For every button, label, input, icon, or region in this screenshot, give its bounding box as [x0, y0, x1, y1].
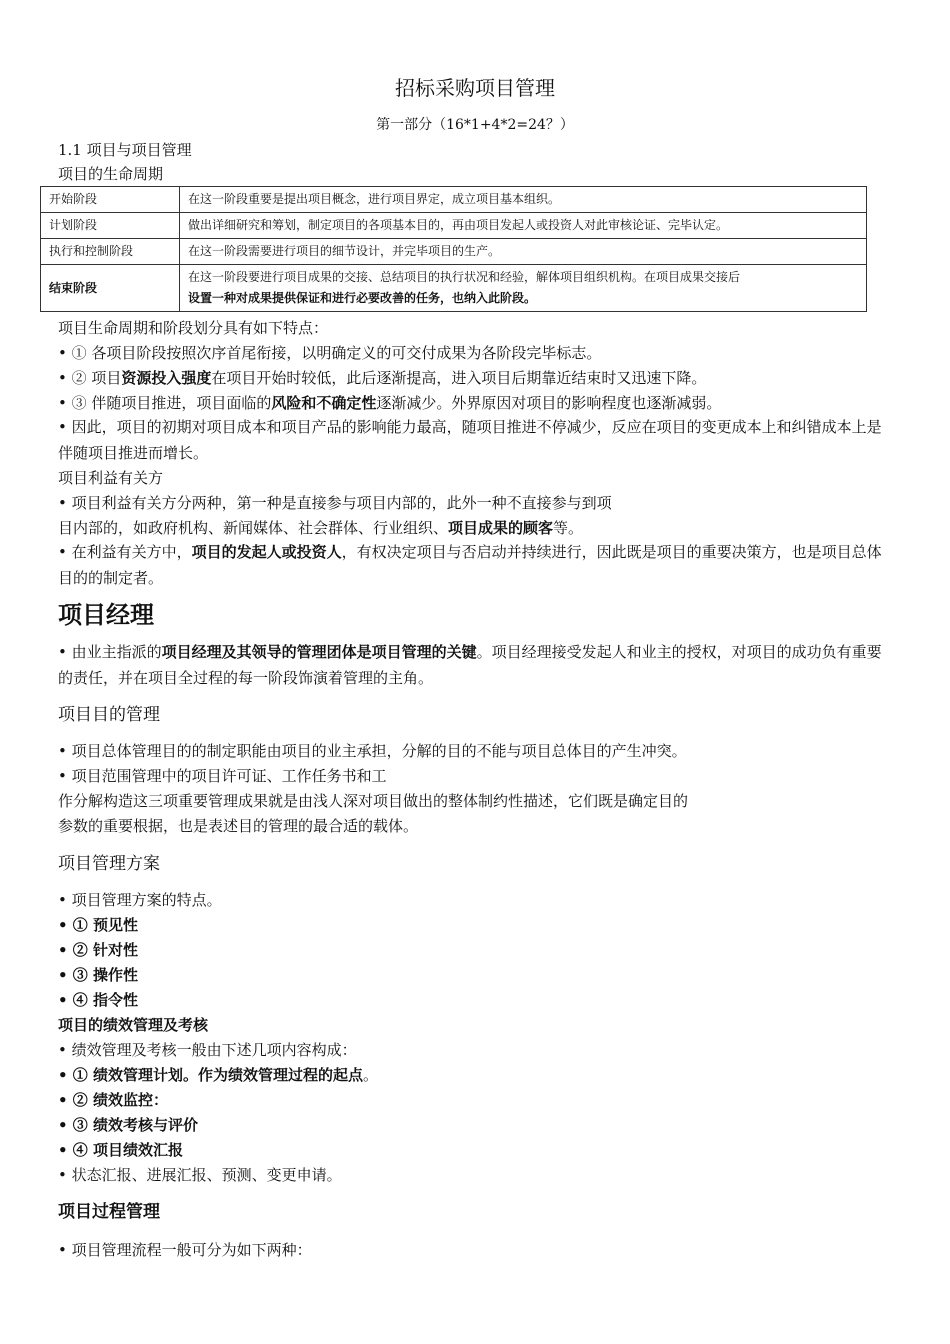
- stage-desc-line-bold: 设置一种对成果提供保证和进行必要改善的任务，也纳入此阶段。: [188, 291, 537, 305]
- perf-tail: • 状态汇报、进展汇报、预测、变更申请。: [58, 1166, 342, 1184]
- document-title: 招标采购项目管理: [395, 76, 555, 100]
- stakeholders-para: 目内部的，如政府机构、新闻媒体、社会群体、行业组织、项目成果的顾客等。: [58, 519, 584, 537]
- process-heading: 项目过程管理: [58, 1202, 160, 1222]
- stakeholders-para: • 在利益有关方中，项目的发起人或投资人，有权决定项目与否启动并持续进行，因此既是项目的重要决策方，也是项目总体目的的制定者。: [58, 543, 882, 587]
- perf-intro: • 绩效管理及考核一般由下述几项内容构成：: [58, 1041, 357, 1059]
- stage-cell: 执行和控制阶段: [41, 239, 180, 265]
- feature-item: • ② 项目资源投入强度在项目开始时较低，此后逐渐提高，进入项目后期靠近结束时又迅速下降。: [58, 369, 707, 387]
- document-subtitle: 第一部分（16*1+4*2=24？）: [376, 117, 574, 133]
- feature-item: • 因此，项目的初期对项目成本和项目产品的影响能力最高，随项目推进不停减少，反应在项目的变更成本上和纠错成本上是伴随项目推进而增长。: [58, 418, 882, 462]
- stage-desc-cell: [180, 265, 867, 312]
- table-row: [41, 239, 867, 265]
- stage-desc-cell: 在这一阶段需要进行项目的细节设计，并完毕项目的生产。: [180, 239, 867, 265]
- pm-heading: 项目经理: [58, 601, 154, 629]
- objective-para: 参数的重要根据，也是表述目的管理的最合适的载体。: [58, 817, 419, 835]
- plan-intro: • 项目管理方案的特点。: [58, 891, 222, 909]
- plan-item: • ④ 指令性: [58, 991, 139, 1009]
- objective-para: • 项目范围管理中的项目许可证、工作任务书和工: [58, 767, 387, 785]
- perf-item: • ① 绩效管理计划。作为绩效管理过程的起点。: [58, 1066, 379, 1084]
- stage-cell: 开始阶段: [41, 187, 180, 213]
- objective-heading: 项目目的管理: [58, 705, 160, 725]
- perf-item: • ③ 绩效考核与评价: [58, 1116, 199, 1134]
- table-row: [41, 187, 867, 213]
- plan-item: • ② 针对性: [58, 941, 139, 959]
- plan-heading: 项目管理方案: [58, 854, 160, 874]
- objective-para: • 项目总体管理目的的制定职能由项目的业主承担，分解的目的不能与项目总体目的产生冲突。: [58, 742, 687, 760]
- plan-item: • ① 预见性: [58, 916, 139, 934]
- stage-cell: 计划阶段: [41, 213, 180, 239]
- objective-para: 作分解构造这三项重要管理成果就是由浅人深对项目做出的整体制约性描述，它们既是确定目的: [58, 792, 689, 810]
- stage-desc-cell: 在这一阶段重要是提出项目概念，进行项目界定，成立项目基本组织。: [180, 187, 867, 213]
- pm-para: • 由业主指派的项目经理及其领导的管理团体是项目管理的关键。项目经理接受发起人和业主的授权，对项目的成功负有重要的责任，并在项目全过程的每一阶段饰演着管理的主角。: [58, 643, 882, 687]
- table-row: [41, 213, 867, 239]
- process-para: • 项目管理流程一般可分为如下两种：: [58, 1241, 312, 1259]
- table-row: [41, 265, 867, 312]
- stakeholders-heading: 项目利益有关方: [58, 469, 164, 487]
- features-intro: 项目生命周期和阶段划分具有如下特点：: [58, 319, 329, 337]
- lifecycle-heading: 项目的生命周期: [58, 165, 164, 183]
- stage-desc-cell: 做出详细研究和筹划，制定项目的各项基本目的，再由项目发起人或投资人对此审核论证、完毕认定。: [180, 213, 867, 239]
- stage-desc-line: 在这一阶段要进行项目成果的交接、总结项目的执行状况和经验，解体项目组织机构。在项目成果交接后: [188, 270, 741, 284]
- feature-item: • ③ 伴随项目推进，项目面临的风险和不确定性逐渐减少。外界原因对项目的影响程度也逐渐减弱。: [58, 394, 722, 412]
- perf-item: • ④ 项目绩效汇报: [58, 1141, 184, 1159]
- feature-item: • ① 各项目阶段按照次序首尾衔接，以明确定义的可交付成果为各阶段完毕标志。: [58, 344, 602, 362]
- stakeholders-para: • 项目利益有关方分两种，第一种是直接参与项目内部的，此外一种不直接参与到项: [58, 494, 612, 512]
- perf-heading: 项目的绩效管理及考核: [58, 1016, 209, 1034]
- lifecycle-table: [40, 186, 867, 312]
- plan-item: • ③ 操作性: [58, 966, 139, 984]
- section-heading: 1.1 项目与项目管理: [58, 141, 192, 159]
- perf-item: • ② 绩效监控：: [58, 1091, 169, 1109]
- stage-cell: 结束阶段: [41, 265, 180, 312]
